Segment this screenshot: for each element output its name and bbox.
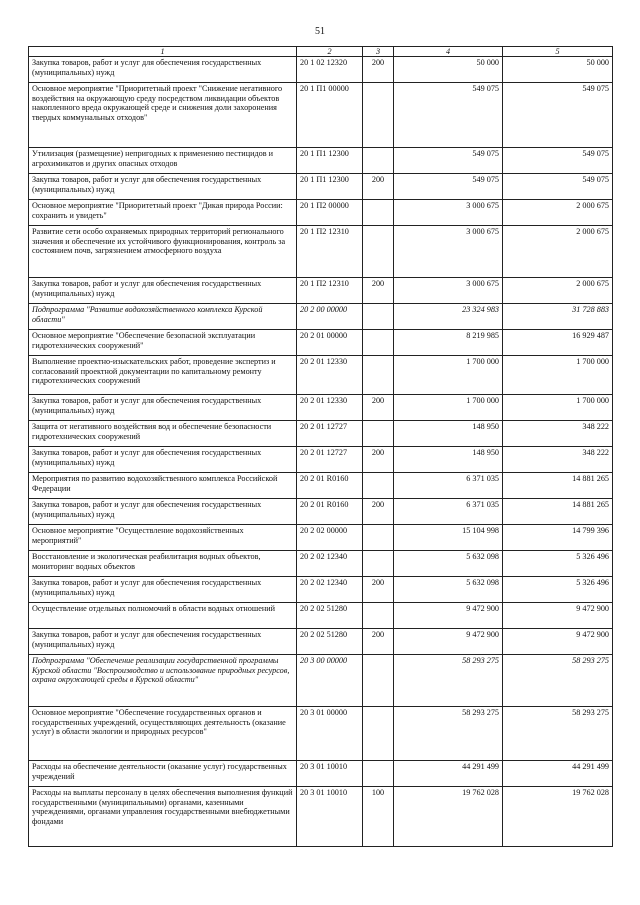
cell-expense-type — [363, 525, 394, 551]
cell-code: 20 1 П2 00000 — [297, 200, 363, 226]
cell-amount-1: 3 000 675 — [394, 200, 503, 226]
cell-amount-2: 31 728 883 — [503, 304, 613, 330]
cell-amount-2: 5 326 496 — [503, 551, 613, 577]
cell-code: 20 2 02 12340 — [297, 551, 363, 577]
cell-amount-1: 148 950 — [394, 421, 503, 447]
column-header-code: 2 — [297, 47, 363, 57]
cell-code: 20 2 01 12727 — [297, 447, 363, 473]
cell-expense-type — [363, 551, 394, 577]
table-row — [29, 304, 613, 330]
cell-code: 20 1 П1 12300 — [297, 174, 363, 200]
cell-amount-2: 9 472 900 — [503, 603, 613, 629]
cell-code: 20 3 01 10010 — [297, 761, 363, 787]
table-row — [29, 707, 613, 761]
cell-amount-2: 2 000 675 — [503, 200, 613, 226]
table-row — [29, 148, 613, 174]
cell-amount-2: 549 075 — [503, 83, 613, 148]
cell-expense-type — [363, 356, 394, 395]
column-header-amount-2: 5 — [503, 47, 613, 57]
cell-code: 20 2 01 R0160 — [297, 499, 363, 525]
cell-expense-type: 200 — [363, 447, 394, 473]
cell-name: Основное мероприятие "Осуществление водохозяйственных мероприятий" — [29, 525, 297, 551]
cell-code: 20 2 01 R0160 — [297, 473, 363, 499]
table-row — [29, 603, 613, 629]
cell-name: Закупка товаров, работ и услуг для обеспечения государственных (муниципальных) нужд — [29, 499, 297, 525]
cell-amount-1: 549 075 — [394, 148, 503, 174]
cell-amount-1: 58 293 275 — [394, 707, 503, 761]
cell-expense-type: 200 — [363, 629, 394, 655]
table-row — [29, 525, 613, 551]
cell-code: 20 1 П1 00000 — [297, 83, 363, 148]
cell-name: Подпрограмма "Развитие водохозяйственного комплекса Курской области" — [29, 304, 297, 330]
cell-name: Основное мероприятие "Приоритетный проект "Снижение негативного воздействия на окружающую среду посредством ликвидации объектов накопленного вреда окружающей среде и снижения доли захоронения твердых коммунальных отходов" — [29, 83, 297, 148]
column-header-amount-1: 4 — [394, 47, 503, 57]
cell-amount-1: 23 324 983 — [394, 304, 503, 330]
cell-code: 20 1 П1 12300 — [297, 148, 363, 174]
cell-name: Расходы на выплаты персоналу в целях обеспечения выполнения функций государственными (муниципальными) органами, казенными учреждениями, органами управления государственными внебюджетными фондами — [29, 787, 297, 847]
cell-amount-1: 58 293 275 — [394, 655, 503, 707]
cell-amount-1: 549 075 — [394, 174, 503, 200]
page-number: 51 — [315, 26, 325, 37]
cell-code: 20 2 01 12330 — [297, 395, 363, 421]
cell-amount-1: 6 371 035 — [394, 473, 503, 499]
cell-expense-type — [363, 603, 394, 629]
cell-expense-type: 200 — [363, 174, 394, 200]
cell-expense-type — [363, 148, 394, 174]
cell-amount-2: 44 291 499 — [503, 761, 613, 787]
cell-amount-1: 148 950 — [394, 447, 503, 473]
cell-code: 20 1 П2 12310 — [297, 278, 363, 304]
table-header-row — [29, 47, 613, 57]
table-row — [29, 629, 613, 655]
table-body — [29, 57, 613, 847]
table-row — [29, 551, 613, 577]
cell-amount-1: 6 371 035 — [394, 499, 503, 525]
cell-amount-2: 14 881 265 — [503, 473, 613, 499]
cell-amount-1: 5 632 098 — [394, 577, 503, 603]
table-row — [29, 655, 613, 707]
cell-code: 20 2 02 00000 — [297, 525, 363, 551]
cell-expense-type — [363, 83, 394, 148]
table-row — [29, 421, 613, 447]
cell-code: 20 3 01 00000 — [297, 707, 363, 761]
cell-name: Восстановление и экологическая реабилитация водных объектов, мониторинг водных объектов — [29, 551, 297, 577]
cell-name: Утилизация (размещение) непригодных к применению пестицидов и агрохимикатов и других опасных отходов — [29, 148, 297, 174]
cell-code: 20 2 02 51280 — [297, 603, 363, 629]
cell-name: Закупка товаров, работ и услуг для обеспечения государственных (муниципальных) нужд — [29, 57, 297, 83]
cell-code: 20 1 П2 12310 — [297, 226, 363, 278]
cell-amount-1: 1 700 000 — [394, 356, 503, 395]
cell-name: Основное мероприятие "Обеспечение безопасной эксплуатации гидротехнических сооружений" — [29, 330, 297, 356]
cell-amount-2: 348 222 — [503, 421, 613, 447]
table-row — [29, 447, 613, 473]
table-row — [29, 174, 613, 200]
cell-amount-2: 9 472 900 — [503, 629, 613, 655]
cell-code: 20 3 01 10010 — [297, 787, 363, 847]
cell-expense-type — [363, 200, 394, 226]
cell-expense-type: 200 — [363, 278, 394, 304]
cell-name: Мероприятия по развитию водохозяйственного комплекса Российской Федерации — [29, 473, 297, 499]
cell-amount-1: 3 000 675 — [394, 278, 503, 304]
cell-name: Расходы на обеспечение деятельности (оказание услуг) государственных учреждений — [29, 761, 297, 787]
cell-amount-1: 9 472 900 — [394, 603, 503, 629]
cell-amount-1: 44 291 499 — [394, 761, 503, 787]
cell-amount-2: 14 881 265 — [503, 499, 613, 525]
cell-amount-2: 1 700 000 — [503, 395, 613, 421]
cell-code: 20 2 02 51280 — [297, 629, 363, 655]
table-row — [29, 356, 613, 395]
cell-name: Развитие сети особо охраняемых природных территорий регионального значения и обеспечение их устойчивого функционирования, контроль за состоянием почв, загрязнением атмосферного воздуха — [29, 226, 297, 278]
cell-amount-2: 14 799 396 — [503, 525, 613, 551]
cell-code: 20 3 00 00000 — [297, 655, 363, 707]
table-row — [29, 330, 613, 356]
table-row — [29, 226, 613, 278]
table-row — [29, 761, 613, 787]
cell-amount-2: 2 000 675 — [503, 278, 613, 304]
cell-name: Подпрограмма "Обеспечение реализации государственной программы Курской области "Воспроизводство и использование природных ресурсов, охрана окружающей среды в Курской области" — [29, 655, 297, 707]
cell-name: Закупка товаров, работ и услуг для обеспечения государственных (муниципальных) нужд — [29, 629, 297, 655]
cell-code: 20 2 01 12727 — [297, 421, 363, 447]
cell-name: Основное мероприятие "Обеспечение государственных органов и государственных учреждений, осуществляющих деятельность (оказание услуг) в области экологии и природных ресурсов" — [29, 707, 297, 761]
table-row — [29, 787, 613, 847]
cell-expense-type — [363, 707, 394, 761]
cell-expense-type: 200 — [363, 57, 394, 83]
cell-name: Защита от негативного воздействия вод и обеспечение безопасности гидротехнических сооружений — [29, 421, 297, 447]
cell-amount-2: 2 000 675 — [503, 226, 613, 278]
cell-code: 20 1 02 12320 — [297, 57, 363, 83]
cell-expense-type: 200 — [363, 395, 394, 421]
table-row — [29, 499, 613, 525]
cell-amount-1: 549 075 — [394, 83, 503, 148]
column-header-type: 3 — [363, 47, 394, 57]
cell-expense-type — [363, 330, 394, 356]
cell-amount-2: 58 293 275 — [503, 707, 613, 761]
cell-amount-1: 5 632 098 — [394, 551, 503, 577]
cell-expense-type — [363, 304, 394, 330]
cell-expense-type: 200 — [363, 499, 394, 525]
column-header-name: 1 — [29, 47, 297, 57]
cell-amount-1: 9 472 900 — [394, 629, 503, 655]
table-row — [29, 83, 613, 148]
table-row — [29, 395, 613, 421]
table-row — [29, 577, 613, 603]
cell-name: Осуществление отдельных полномочий в области водных отношений — [29, 603, 297, 629]
cell-name: Закупка товаров, работ и услуг для обеспечения государственных (муниципальных) нужд — [29, 447, 297, 473]
cell-amount-2: 19 762 028 — [503, 787, 613, 847]
cell-amount-2: 16 929 487 — [503, 330, 613, 356]
cell-name: Закупка товаров, работ и услуг для обеспечения государственных (муниципальных) нужд — [29, 577, 297, 603]
cell-amount-1: 19 762 028 — [394, 787, 503, 847]
cell-amount-2: 50 000 — [503, 57, 613, 83]
table-row — [29, 200, 613, 226]
cell-expense-type — [363, 473, 394, 499]
cell-name: Закупка товаров, работ и услуг для обеспечения государственных (муниципальных) нужд — [29, 395, 297, 421]
cell-amount-2: 5 326 496 — [503, 577, 613, 603]
cell-name: Выполнение проектно-изыскательских работ, проведение экспертиз и согласований проектной документации по капитальному ремонту гидротехнических сооружений — [29, 356, 297, 395]
cell-amount-2: 549 075 — [503, 148, 613, 174]
cell-code: 20 2 01 12330 — [297, 356, 363, 395]
cell-code: 20 2 00 00000 — [297, 304, 363, 330]
cell-amount-1: 8 219 985 — [394, 330, 503, 356]
cell-expense-type — [363, 761, 394, 787]
cell-amount-1: 1 700 000 — [394, 395, 503, 421]
table-row — [29, 473, 613, 499]
cell-expense-type — [363, 655, 394, 707]
cell-expense-type — [363, 421, 394, 447]
table-row — [29, 57, 613, 83]
table-row — [29, 278, 613, 304]
cell-amount-2: 348 222 — [503, 447, 613, 473]
budget-table — [28, 46, 613, 847]
cell-expense-type: 100 — [363, 787, 394, 847]
cell-amount-1: 15 104 998 — [394, 525, 503, 551]
cell-code: 20 2 01 00000 — [297, 330, 363, 356]
cell-expense-type: 200 — [363, 577, 394, 603]
cell-name: Основное мероприятие "Приоритетный проект "Дикая природа России: сохранить и увидеть" — [29, 200, 297, 226]
cell-amount-2: 1 700 000 — [503, 356, 613, 395]
cell-expense-type — [363, 226, 394, 278]
cell-amount-1: 3 000 675 — [394, 226, 503, 278]
cell-name: Закупка товаров, работ и услуг для обеспечения государственных (муниципальных) нужд — [29, 174, 297, 200]
cell-amount-1: 50 000 — [394, 57, 503, 83]
cell-amount-2: 549 075 — [503, 174, 613, 200]
cell-amount-2: 58 293 275 — [503, 655, 613, 707]
cell-code: 20 2 02 12340 — [297, 577, 363, 603]
cell-name: Закупка товаров, работ и услуг для обеспечения государственных (муниципальных) нужд — [29, 278, 297, 304]
